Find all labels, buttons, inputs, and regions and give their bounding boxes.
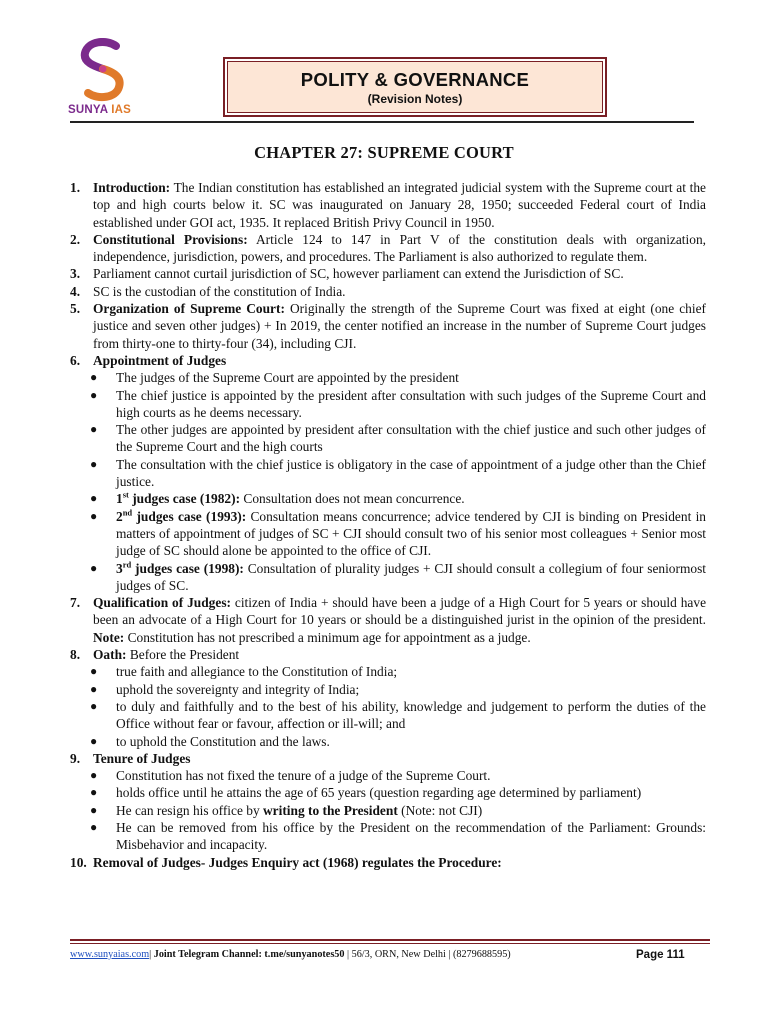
item-number: 1. [70,180,81,195]
item-heading: Appointment of Judges [93,352,227,368]
bullet-item [70,784,706,801]
case-heading: judges case (1998): [131,560,244,576]
bullet-item [70,681,706,698]
case-number: 1 [116,491,123,507]
list-item [70,179,706,231]
bullet-icon: ● [90,491,98,506]
bullet-item [70,490,706,507]
chapter-title: CHAPTER 27: SUPREME COURT [254,143,514,162]
item-number: 3. [70,266,81,282]
bullet-text: to uphold the Constitution and the laws. [116,733,330,749]
bullet-text: holds office until he attains the age of 65 years (question regarding age determined by parliament) [116,785,642,801]
bullet-text: (Note: not CJI) [397,802,483,818]
list-item [70,750,706,767]
item-text: The Indian constitution has established an integrated judicial system with the Supreme court at the top and high courts below it. SC was inaugurated on January 28, 1950; succeeded Federal court of India established under GOI act, 1935. It replaced British Privy Council in 1950. [93,180,706,230]
bullet-text: The consultation with the chief justice is obligatory in the case of appointment of a judge other than the Chief justice. [116,456,706,490]
item-number: 9. [70,750,81,766]
bullet-item [70,421,706,456]
list-item [70,265,706,282]
item-number: 2. [70,231,81,247]
case-heading: judges case (1982): [128,491,241,507]
item-heading: Introduction: [93,180,171,195]
page-number: Page 111 [636,949,685,961]
bullet-icon: ● [90,681,98,696]
item-text: SC is the custodian of the constitution of India. [93,283,346,299]
item-number: 10. [70,854,87,870]
list-item [70,352,706,369]
footer-divider-thin [70,943,710,944]
bullet-icon: ● [90,664,98,679]
bullet-icon: ● [90,733,98,748]
item-heading: Tenure of Judges [93,750,191,766]
footer [70,949,710,960]
bullet-item [70,369,706,386]
bullet-item [70,387,706,422]
logo-wordmark [68,104,140,116]
logo-word-ias: IAS [111,104,131,116]
bullet-text: Consultation means concurrence; advice tendered by CJI is binding on President in matters of appointment of judges of SC + CJI should consult two of his senior most colleagues + Senior most judge of SC should alone be appointed to the office of CJI. [116,508,706,559]
case-ordinal: rd [122,559,132,570]
header-divider [70,121,694,123]
website-link[interactable]: www.sunyaias.com [70,949,150,960]
bullet-icon: ● [90,456,98,471]
item-number: 5. [70,301,81,317]
bullet-text: The chief justice is appointed by the president after consultation with such judges of the Supreme Court and high courts as he deems necessary. [116,387,706,420]
bullet-item [70,698,706,733]
bullet-icon: ● [90,560,98,575]
item-text: Constitution has not prescribed a minimum age for appointment as a judge. [124,629,531,645]
item-heading: Constitutional Provisions: [93,231,248,247]
case-ordinal: st [122,489,129,500]
case-number: 3 [116,560,123,576]
item-number: 7. [70,595,81,611]
footer-separator: | [149,949,154,960]
page-subtitle: (Revision Notes) [367,92,463,106]
bullet-text: The other judges are appointed by president after consultation with the chief justice and such other judges of the Supreme Court and the high courts [116,422,706,455]
item-text: Parliament cannot curtail jurisdiction of SC, however parliament can extend the Jurisdiction of SC. [93,266,624,282]
item-number: 4. [70,283,81,299]
item-heading: Oath: [93,647,127,663]
bullet-icon: ● [90,698,98,713]
bullet-icon: ● [90,785,98,800]
bullet-icon: ● [90,370,98,385]
bullet-text: He can be removed from his office by the President on the recommendation of the Parliament: Grounds: Misbehavior and incapacity. [116,819,706,853]
bullet-icon: ● [90,819,98,834]
logo-word-sunya: SUNYA [68,104,108,116]
bullet-text: The judges of the Supreme Court are appointed by the president [116,370,459,386]
list-item [70,300,706,352]
item-heading: Qualification of Judges: [93,595,231,611]
item-number: 6. [70,352,81,368]
telegram-channel: Joint Telegram Channel: t.me/sunyanotes50 [153,949,345,960]
footer-divider [70,939,710,941]
list-item [70,854,706,871]
item-text: Originally the strength of the Supreme Court was fixed at eight (one chief justice and seven other judges) + In 2019, the center notified an increase in the number of Supreme Court judges from thirty-one to thirty-four (34), including CJI. [93,301,706,351]
note-label: Note: [93,629,125,645]
bullet-item [70,802,706,819]
bullet-text: Consultation does not mean concurrence. [240,491,465,507]
case-ordinal: nd [122,507,133,518]
bullet-item [70,663,706,680]
bullet-icon: ● [90,802,98,817]
bullet-text: He can resign his office by [116,802,264,818]
item-text: Article 124 to 147 in Part V of the constitution deals with organization, independence, jurisdiction, powers, and procedures. The Parliament is also authorized to regulate them. [93,231,706,265]
item-heading: Removal of Judges- Judges Enquiry act (1968) regulates the Procedure: [93,854,502,870]
bullet-icon: ● [90,508,98,523]
bullet-emphasis: writing to the President [263,802,398,818]
item-text: citizen of India + should have been a judge of a High Court for 5 years or should have been an advocate of a High Court for 10 years or should be a distinguished jurist in the opinion of the president. [93,595,707,628]
bullet-text: Constitution has not fixed the tenure of a judge of the Supreme Court. [116,768,491,784]
bullet-item [70,819,706,854]
item-number: 8. [70,647,81,663]
item-text: Before the President [126,647,240,663]
bullet-item [70,456,706,491]
item-heading: Organization of Supreme Court: [93,301,285,317]
case-heading: judges case (1993): [132,508,247,524]
bullet-item [70,733,706,750]
footer-address: | 56/3, ORN, New Delhi | (8279688595) [344,949,511,960]
bullet-item [70,508,706,560]
title-box [223,57,607,117]
bullet-text: Consultation of plurality judges + CJI should consult a collegium of four seniormost judges of SC. [116,560,706,593]
notes-content [70,179,706,871]
bullet-icon: ● [90,387,98,402]
bullet-item [70,560,706,595]
list-item [70,231,706,266]
sunya-ias-logo [68,38,138,122]
bullet-text: to duly and faithfully and to the best of his ability, knowledge and judgement to perform the duties of the Office without fear or favour, affection or ill-will; and [116,698,706,732]
logo-s-icon [76,38,130,102]
case-number: 2 [116,508,123,524]
list-item [70,594,706,646]
page-title: POLITY & GOVERNANCE [300,69,530,90]
bullet-icon: ● [90,768,98,783]
bullet-icon: ● [90,422,98,437]
list-item [70,283,706,300]
bullet-item [70,767,706,784]
bullet-text: uphold the sovereignty and integrity of India; [116,681,360,697]
list-item [70,646,706,663]
bullet-text: true faith and allegiance to the Constitution of India; [116,664,398,680]
